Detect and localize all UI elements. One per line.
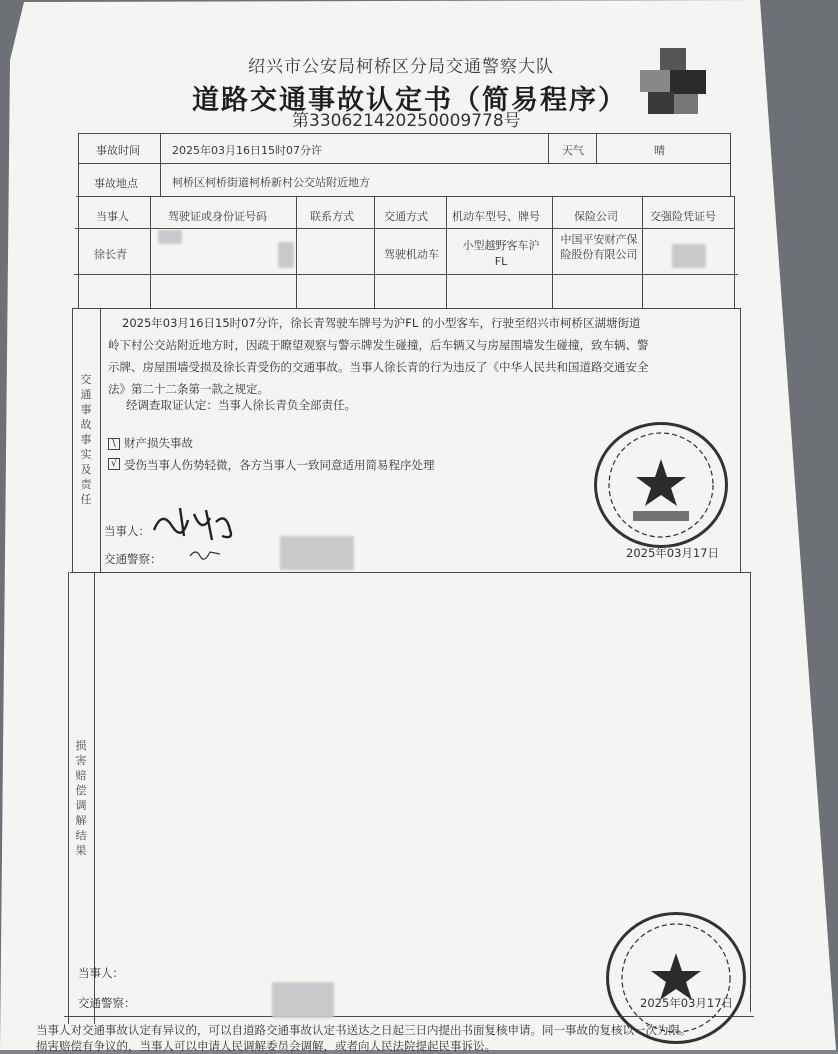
footer-notice-1: 当事人对交通事故认定有异议的，可以自道路交通事故认定书送达之日起三日内提出书面复核申请。同一事故的复核以一次为限。 [36,1023,692,1037]
time-value: 2025年03月16日15时07分许 [172,144,322,157]
time-label: 事故时间 [96,144,140,157]
mediation-side-label: 损害赔偿调解结果 [75,739,87,857]
facts-line-3: 示牌、房屋围墙受损及徐长青受伤的交通事故。当事人徐长青的行为违反了《中华人民共和国道路交通安全 [108,360,649,374]
document-number: 第330621420250009778号 [292,111,521,131]
header-traffic-mode: 交通方式 [384,210,428,223]
party-sign-label: 当事人： [104,524,150,538]
header-vehicle: 机动车型号、牌号 [452,210,540,223]
officer-sign-label-2: 交通警察： [78,996,136,1010]
official-seal-1 [594,422,728,548]
redacted-contact [278,242,294,268]
officer-signature [188,544,224,562]
party-vehicle: 小型越野客车沪FL [462,239,540,268]
header-contact: 联系方式 [310,210,354,223]
place-label: 事故地点 [94,177,138,190]
stamp-date-2: 2025年03月17日 [640,996,734,1010]
facts-line-4: 法》第二十二条第一款之规定。 [108,382,269,396]
document-title: 道路交通事故认定书（简易程序） [192,85,627,116]
place-value: 柯桥区柯桥街道柯桥新村公交站附近地方 [172,176,370,189]
party-name: 徐长青 [94,248,127,261]
officer-sign-label: 交通警察： [104,552,162,566]
party-traffic-mode: 驾驶机动车 [384,248,439,261]
header-insurer: 保险公司 [574,210,618,223]
header-license: 驾驶证或身份证号码 [168,210,267,223]
redacted-insurance-no [672,244,706,268]
issuing-organization: 绍兴市公安局柯桥区分局交通警察大队 [248,57,554,77]
party-insurer: 中国平安财产保险股份有限公司 [560,233,638,261]
checkbox-property-loss[interactable]: \ [108,438,120,450]
weather-value: 晴 [654,144,665,157]
party-signature [150,500,240,544]
qr-code-icon [640,48,706,114]
facts-side-label: 交通事故事实及责任 [80,373,92,506]
facts-line-1: 2025年03月16日15时07分许，徐长青驾驶车牌号为沪FL 的小型客车，行驶至绍兴市柯桥区湖塘街道 [122,316,641,330]
redacted-officer-id-2 [272,982,334,1018]
footer-notice-2: 损害赔偿有争议的，当事人可以申请人民调解委员会调解，或者向人民法院提起民事诉讼。 [36,1039,496,1053]
header-party: 当事人 [96,210,129,223]
redacted-license [158,230,182,244]
party-sign-label-2: 当事人： [78,966,124,980]
facts-line-2: 岭下村公交站附近地方时，因疏于瞭望观察与警示牌发生碰撞，后车辆又与房屋围墙发生碰撞，致车辆、警 [108,338,649,352]
header-insurance-no: 交强险凭证号 [650,210,716,223]
option-property-loss: 财产损失事故 [124,436,193,450]
stamp-date-1: 2025年03月17日 [626,546,720,560]
option-simple-procedure: 受伤当事人伤势轻微，各方当事人一致同意适用简易程序处理 [124,458,435,472]
facts-conclusion: 经调查取证认定：当事人徐长青负全部责任。 [126,398,356,412]
checkbox-simple-procedure[interactable]: √ [108,458,120,470]
weather-label: 天气 [562,144,584,157]
redacted-officer-id [280,536,354,570]
